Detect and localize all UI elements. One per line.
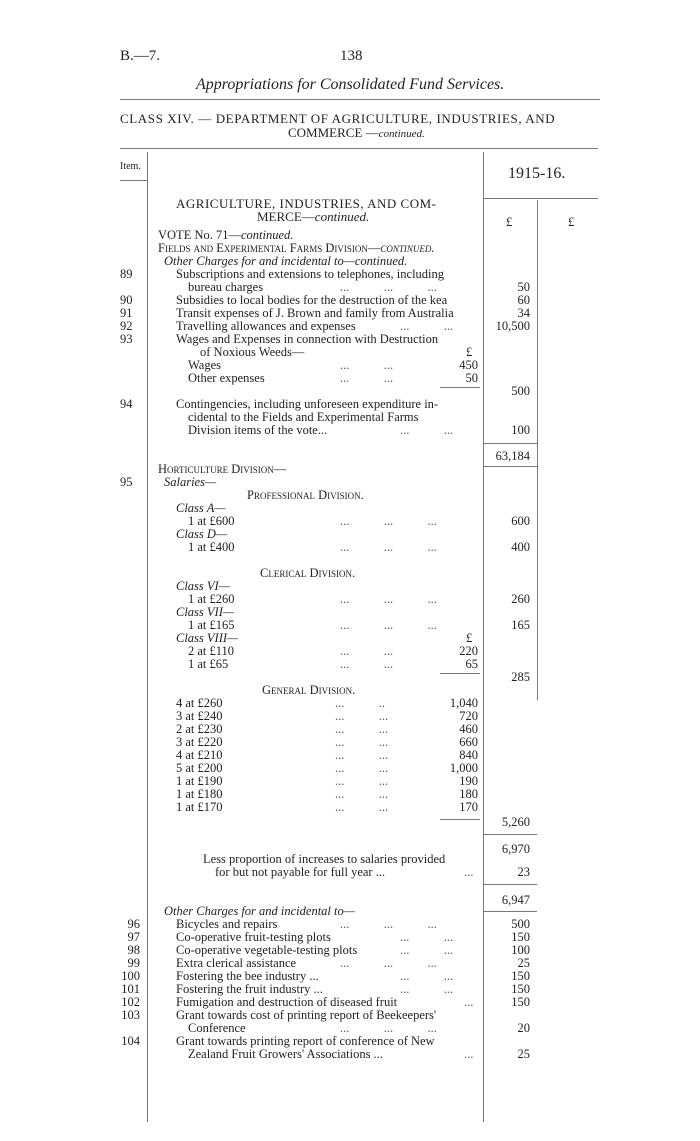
rule xyxy=(483,834,537,835)
salary-rate: 1 at £260 xyxy=(188,592,235,606)
sub-division-heading: Clerical Division. xyxy=(260,566,356,580)
rule xyxy=(483,911,537,912)
item-text: bureau charges xyxy=(188,280,264,294)
sub-item-amount: 180 xyxy=(459,787,478,801)
item-amount: 400 xyxy=(511,540,530,554)
item-number: 93 xyxy=(120,332,133,346)
sub-item-amount: 450 xyxy=(459,358,478,372)
item-number: 104 xyxy=(121,1034,140,1048)
leader-dots: ... ... xyxy=(340,644,394,658)
class-heading: CLASS XIV. — DEPARTMENT OF AGRICULTURE, INDUSTRIES, AND xyxy=(120,111,556,126)
leader-dots: ... ... ... xyxy=(340,917,437,931)
salary-rate: 2 at £110 xyxy=(188,644,235,658)
item-column-header: Item. xyxy=(120,161,141,172)
item-amount: 25 xyxy=(517,956,530,970)
item-amount: 150 xyxy=(511,969,530,983)
rule xyxy=(440,673,480,674)
class-label: Class D— xyxy=(176,527,228,541)
division-heading: Fields and Experimental Farms Division—continued. xyxy=(158,241,435,255)
salary-rate: 3 at £220 xyxy=(176,735,223,749)
salary-rate: 1 at £400 xyxy=(188,540,235,554)
item-text: Co-operative vegetable-testing plots xyxy=(176,943,358,957)
rule xyxy=(120,180,147,181)
salary-rate: 1 at £180 xyxy=(176,787,223,801)
leader-dots: ... ... xyxy=(400,930,454,944)
deduction-text: for but not payable for full year ... xyxy=(215,865,386,879)
year-column-header: 1915-16. xyxy=(508,165,566,182)
sub-item-amount: 720 xyxy=(459,709,478,723)
sub-item-amount: 1,040 xyxy=(449,696,478,710)
item-amount: 60 xyxy=(517,293,530,307)
item-amount: 285 xyxy=(511,670,530,684)
leader-dots: ... ... xyxy=(400,969,454,983)
pound-header: £ xyxy=(506,215,513,229)
subtotal-amount: 63,184 xyxy=(495,449,530,463)
sub-item-amount: 190 xyxy=(459,774,478,788)
item-amount: 25 xyxy=(517,1047,530,1061)
item-number: 90 xyxy=(120,293,133,307)
item-number: 96 xyxy=(127,917,140,931)
item-text: Fumigation and destruction of diseased fruit xyxy=(176,995,398,1009)
leader-dots: ... xyxy=(464,995,474,1009)
item-text: cidental to the Fields and Experimental Farms xyxy=(188,410,419,424)
item-text: Subsidies to local bodies for the destruction of the kea xyxy=(176,293,448,307)
class-label: Class VII— xyxy=(176,605,234,619)
item-number: 101 xyxy=(121,982,140,996)
item-text: Division items of the vote... xyxy=(188,423,328,437)
pound-sign: £ xyxy=(466,345,473,359)
sub-item-amount: 65 xyxy=(465,657,478,671)
item-column-rule xyxy=(147,152,148,1122)
item-amount: 50 xyxy=(517,280,530,294)
item-number: 103 xyxy=(121,1008,140,1022)
deduction-text: Less proportion of increases to salaries provided xyxy=(203,852,446,866)
item-amount: 150 xyxy=(511,982,530,996)
leader-dots: ... ... ... xyxy=(340,1021,437,1035)
rule xyxy=(483,466,537,467)
salary-rate: 3 at £240 xyxy=(176,709,223,723)
item-number: 102 xyxy=(121,995,140,1009)
item-number: 91 xyxy=(120,306,133,320)
amount-subcolumn-rule xyxy=(537,200,538,700)
item-amount: 100 xyxy=(511,943,530,957)
rule xyxy=(440,819,480,820)
item-amount: 150 xyxy=(511,995,530,1009)
item-amount: 600 xyxy=(511,514,530,528)
subtotal-amount: 6,970 xyxy=(501,842,530,856)
page-number: 138 xyxy=(340,48,363,64)
sub-item-label: Wages xyxy=(188,358,222,372)
leader-dots: ... ... xyxy=(335,761,389,775)
salary-rate: 1 at £600 xyxy=(188,514,235,528)
leader-dots: ... ... xyxy=(335,787,389,801)
rule xyxy=(440,387,480,388)
class-label: Class VI— xyxy=(176,579,230,593)
leader-dots: ... ... xyxy=(340,358,394,372)
class-label: Class A— xyxy=(176,501,226,515)
item-text: Subscriptions and extensions to telephones, including xyxy=(176,267,445,281)
rule xyxy=(483,443,537,444)
item-amount: 500 xyxy=(511,917,530,931)
item-text: Extra clerical assistance xyxy=(176,956,297,970)
item-amount: 500 xyxy=(511,384,530,398)
sub-item-amount: 220 xyxy=(459,644,478,658)
item-amount: 5,260 xyxy=(501,815,530,829)
deduction-amount: 23 xyxy=(517,865,530,879)
leader-dots: ... ... xyxy=(340,657,394,671)
item-text: Fostering the bee industry ... xyxy=(176,969,319,983)
item-amount: 260 xyxy=(511,592,530,606)
sub-division-heading: Professional Division. xyxy=(247,488,364,502)
sub-item-label: Other expenses xyxy=(188,371,265,385)
item-amount: 165 xyxy=(511,618,530,632)
leader-dots: ... ... xyxy=(400,982,454,996)
sub-item-amount: 170 xyxy=(459,800,478,814)
rule xyxy=(483,198,598,199)
leader-dots: ... ... ... xyxy=(340,540,437,554)
item-amount: 10,500 xyxy=(495,319,530,333)
item-text: Conference xyxy=(188,1021,246,1035)
item-number: 98 xyxy=(127,943,140,957)
item-amount: 34 xyxy=(517,306,530,320)
item-text: Grant towards printing report of conference of New xyxy=(176,1034,435,1048)
leader-dots: ... ... xyxy=(335,800,389,814)
class-heading-cont: COMMERCE —continued. xyxy=(288,125,425,140)
item-text: Wages and Expenses in connection with Destruction xyxy=(176,332,439,346)
leader-dots: ... ... xyxy=(335,722,389,736)
salary-rate: 1 at £190 xyxy=(176,774,223,788)
salary-rate: 1 at £65 xyxy=(188,657,229,671)
leader-dots: ... .. xyxy=(335,696,385,710)
rule xyxy=(483,884,537,885)
item-number: 97 xyxy=(127,930,140,944)
salary-rate: 4 at £260 xyxy=(176,696,223,710)
leader-dots: ... ... xyxy=(400,319,454,333)
leader-dots: ... ... xyxy=(400,423,454,437)
leader-dots: ... ... ... xyxy=(340,592,437,606)
item-text: Bicycles and repairs xyxy=(176,917,278,931)
leader-dots: ... ... xyxy=(335,748,389,762)
item-text: Co-operative fruit-testing plots xyxy=(176,930,331,944)
item-text: Contingencies, including unforeseen expenditure in- xyxy=(176,397,439,411)
other-charges-heading: Other Charges for and incidental to— xyxy=(164,904,355,918)
item-text: of Noxious Weeds— xyxy=(200,345,305,359)
item-amount: 100 xyxy=(511,423,530,437)
pound-header: £ xyxy=(568,215,575,229)
sub-item-amount: 460 xyxy=(459,722,478,736)
item-text: Transit expenses of J. Brown and family from Australia xyxy=(176,306,454,320)
class-label: Class VIII— xyxy=(176,631,239,645)
salary-rate: 1 at £165 xyxy=(188,618,235,632)
leader-dots: ... ... xyxy=(335,774,389,788)
salary-rate: 2 at £230 xyxy=(176,722,223,736)
leader-dots: ... ... xyxy=(340,371,394,385)
item-number: 92 xyxy=(120,319,133,333)
document-code: B.—7. xyxy=(120,48,161,64)
item-number: 94 xyxy=(120,397,133,411)
net-amount: 6,947 xyxy=(501,893,530,907)
item-amount: 150 xyxy=(511,930,530,944)
salary-rate: 5 at £200 xyxy=(176,761,223,775)
rule xyxy=(120,99,600,100)
sub-item-amount: 840 xyxy=(459,748,478,762)
leader-dots: ... ... xyxy=(335,709,389,723)
leader-dots: ... ... ... xyxy=(340,956,437,970)
leader-dots: ... ... ... xyxy=(340,280,437,294)
leader-dots: ... ... ... xyxy=(340,618,437,632)
sub-item-amount: 660 xyxy=(459,735,478,749)
leader-dots: ... ... xyxy=(400,943,454,957)
page-subtitle: Appropriations for Consolidated Fund Services. xyxy=(196,76,505,93)
salary-rate: 1 at £170 xyxy=(176,800,223,814)
item-number: 89 xyxy=(120,267,133,281)
sub-division-heading: General Division. xyxy=(262,683,356,697)
vote-heading: VOTE No. 71—continued. xyxy=(158,228,294,242)
sub-item-amount: 1,000 xyxy=(449,761,478,775)
rule xyxy=(120,148,598,149)
section-title-cont: MERCE—continued. xyxy=(257,209,370,224)
item-number: 95 xyxy=(120,475,133,489)
item-number: 99 xyxy=(127,956,140,970)
leader-dots: ... xyxy=(464,865,474,879)
item-text: Zealand Fruit Growers' Associations ... xyxy=(188,1047,383,1061)
item-number: 100 xyxy=(121,969,140,983)
leader-dots: ... xyxy=(464,1047,474,1061)
salary-rate: 4 at £210 xyxy=(176,748,223,762)
sub-item-amount: 50 xyxy=(465,371,478,385)
item-amount: 20 xyxy=(517,1021,530,1035)
item-text: Fostering the fruit industry ... xyxy=(176,982,323,996)
leader-dots: ... ... ... xyxy=(340,514,437,528)
salaries-heading: Salaries— xyxy=(164,475,217,489)
division-heading: Horticulture Division— xyxy=(158,462,287,476)
section-title: AGRICULTURE, INDUSTRIES, AND COM- xyxy=(176,196,437,211)
other-charges-heading: Other Charges for and incidental to—continued. xyxy=(164,254,408,268)
item-text: Travelling allowances and expenses xyxy=(176,319,356,333)
pound-sign: £ xyxy=(466,631,473,645)
item-text: Grant towards cost of printing report of Beekeepers' xyxy=(176,1008,437,1022)
leader-dots: ... ... xyxy=(335,735,389,749)
